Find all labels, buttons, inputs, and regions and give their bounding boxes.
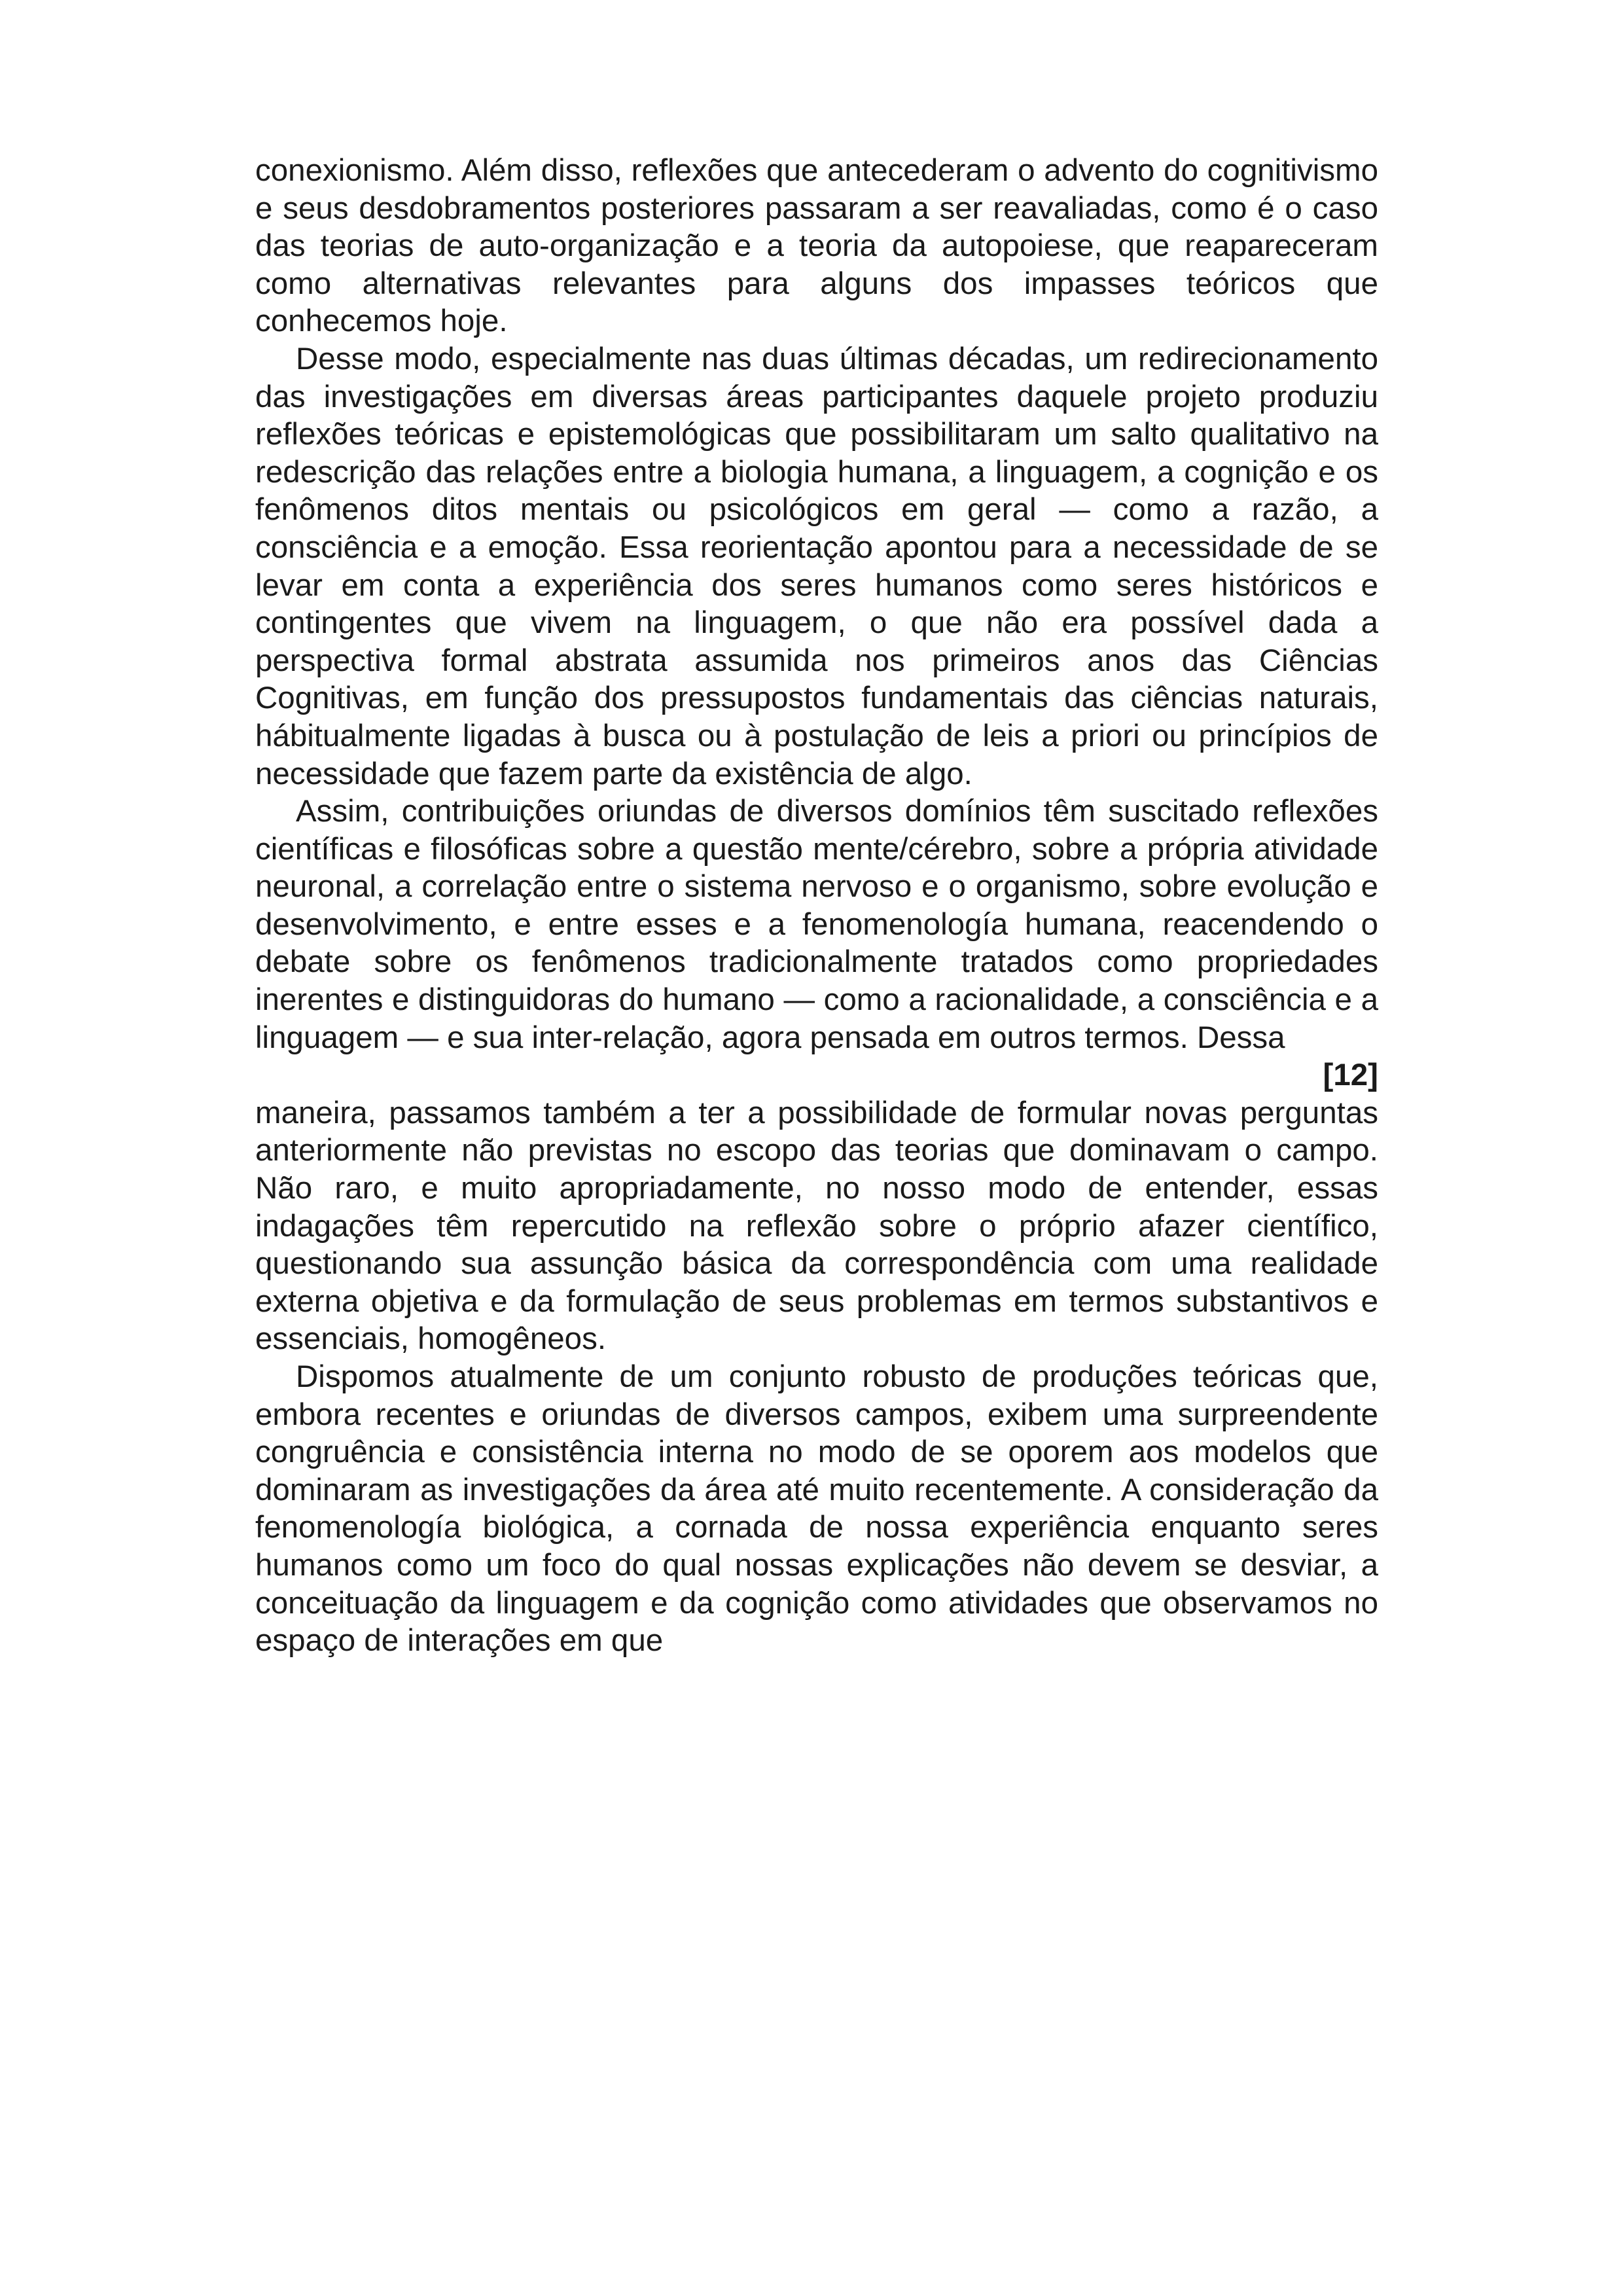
- page-number-marker: [12]: [1323, 1058, 1378, 1093]
- paragraph-continued: maneira, passamos também a ter a possibilidade de formular novas perguntas anteriormente não previstas no escopo das teorias que dominavam o campo. Não raro, e muito apropriadamente, no nosso modo de entender, essas indagações têm repercutido na reflexão sobre o próprio afazer científico, questionando sua assunção básica da correspondência com uma realidade externa objetiva e da formulação de seus problemas em termos substantivos e essenciais, homogêneos.: [255, 1095, 1378, 1357]
- paragraph: Dispomos atualmente de um conjunto robusto de produções teóricas que, embora recentes e oriundas de diversos campos, exibem uma surpreendente congruência e consistência interna no modo de se oporem aos modelos que dominaram as investigações da área até muito recentemente. A consideração da fenomenología biológica, a cornada de nossa experiência enquanto seres humanos como um foco do qual nossas explicações não devem se desviar, a conceituação da linguagem e da cognição como atividades que observamos no espaço de interações em que: [255, 1359, 1378, 1659]
- paragraph: Assim, contribuições oriundas de diversos domínios têm suscitado reflexões científicas e filosóficas sobre a questão mente/cérebro, sobre a própria atividade neuronal, a correlação entre o sistema nervoso e o organismo, sobre evolução e desenvolvimento, e entre esses e a fenomenología humana, reacendendo o debate sobre os fenômenos tradicionalmente tratados como propriedades inerentes e distinguidoras do humano — como a racionalidade, a consciência e a linguagem — e sua inter-relação, agora pensada em outros termos. Dessa: [255, 794, 1378, 1055]
- paragraph: Desse modo, especialmente nas duas últimas décadas, um redirecionamento das investigações em diversas áreas participantes daquele projeto produziu reflexões teóricas e epistemológicas que possibilitaram um salto qualitativo na redescrição das relações entre a biologia humana, a linguagem, a cognição e os fenômenos ditos mentais ou psicológicos em geral — como a razão, a consciência e a emoção. Essa reorientação apontou para a necessidade de se levar em conta a experiência dos seres humanos como seres históricos e contingentes que vivem na linguagem, o que não era possível dada a perspectiva formal abstrata assumida nos primeiros anos das Ciências Cognitivas, em função dos pressupostos fundamentais das ciências naturais, hábitualmente ligadas à busca ou à postulação de leis a priori ou princípios de necessidade que fazem parte da existência de algo.: [255, 341, 1378, 791]
- paragraph-continued: conexionismo. Além disso, reflexões que antecederam o advento do cognitivismo e seus desdobramentos posteriores passaram a ser reavaliadas, como é o caso das teorias de auto-organização e a teoria da autopoiese, que reapareceram como alternativas relevantes para alguns dos impasses teóricos que conhecemos hoje.: [255, 153, 1378, 339]
- document-page: [255, 152, 1378, 1660]
